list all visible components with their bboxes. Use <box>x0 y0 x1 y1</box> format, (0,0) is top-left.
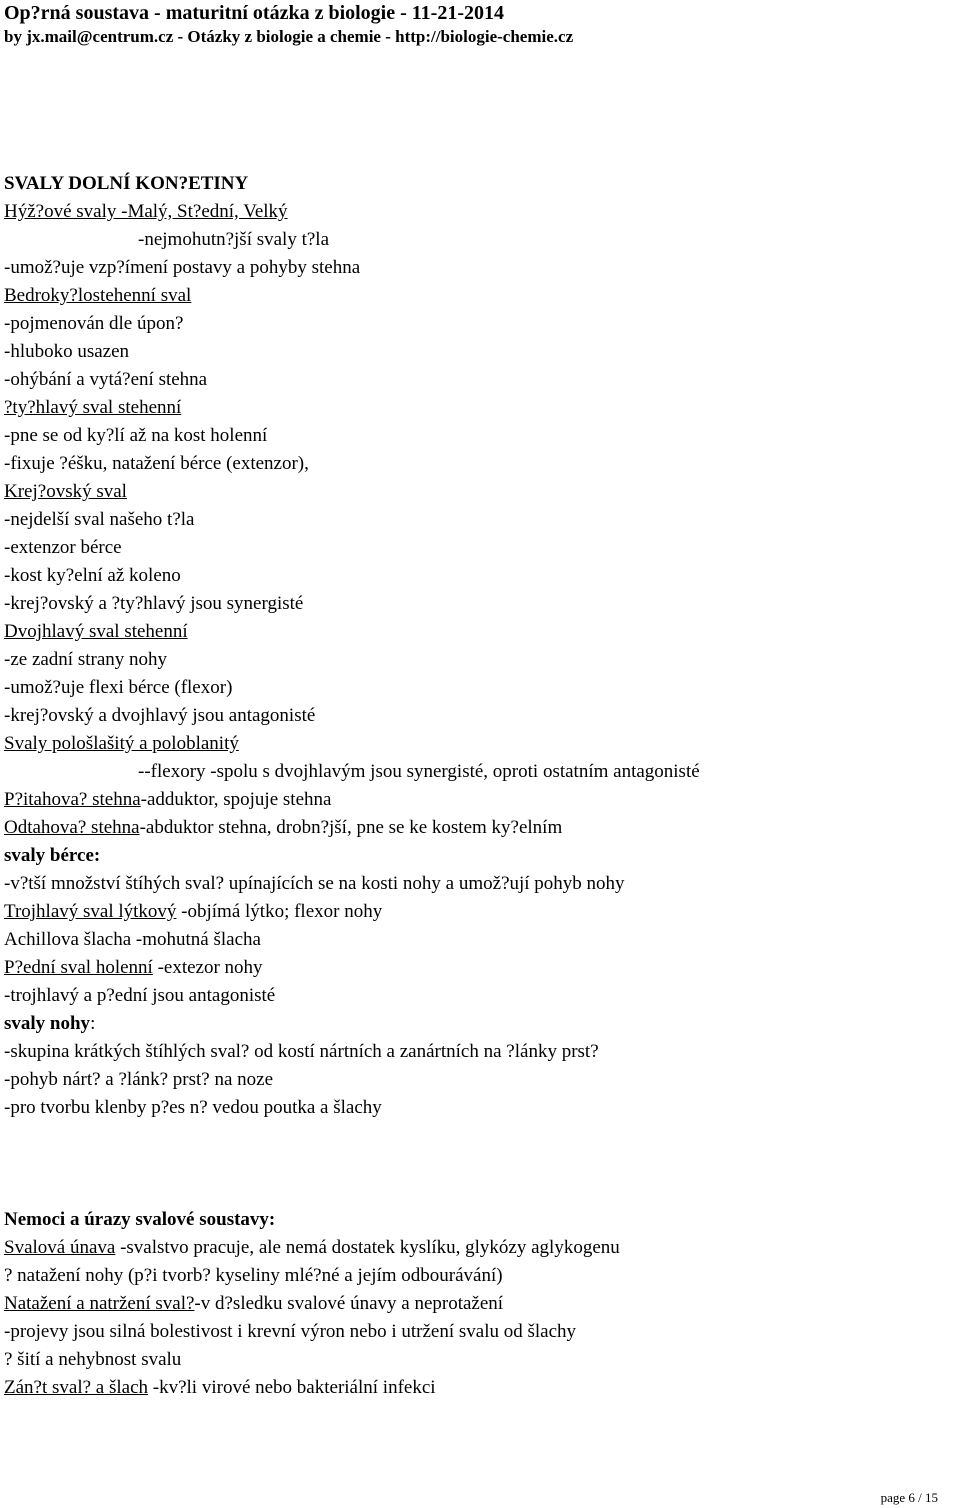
term-label: Krej?ovský sval <box>4 481 127 502</box>
text-line <box>4 198 954 226</box>
term-label: Odtahova? stehna <box>4 817 140 838</box>
term-label: Trojhlavý sval lýtkový <box>4 901 177 922</box>
text-line <box>4 478 954 506</box>
term-label: Natažení a natržení sval? <box>4 1293 195 1314</box>
term-label: Svaly pološlašitý a poloblanitý <box>4 733 239 754</box>
text-line <box>4 394 954 422</box>
text-segment: ? natažení nohy (p?i tvorb? kyseliny mlé?né a jejím odbourávání) <box>4 1265 503 1286</box>
term-label: Dvojhlavý sval stehenní <box>4 621 188 642</box>
text-segment: -krej?ovský a ?ty?hlavý jsou synergisté <box>4 593 304 614</box>
text-line <box>4 1262 954 1290</box>
term-label: Zán?t sval? a šlach <box>4 1377 149 1398</box>
text-segment: -umož?uje flexi bérce (flexor) <box>4 677 233 698</box>
text-line <box>4 534 954 562</box>
text-line <box>4 1094 954 1122</box>
text-segment: ? šití a nehybnost svalu <box>4 1349 182 1370</box>
text-line <box>4 758 954 786</box>
text-segment: -trojhlavý a p?ední jsou antagonisté <box>4 985 276 1006</box>
text-line <box>4 170 954 198</box>
text-line <box>4 506 954 534</box>
text-line <box>4 562 954 590</box>
section-gap <box>4 1122 954 1206</box>
text-segment: --flexory -spolu s dvojhlavým jsou synergisté, oproti ostatním antagonisté <box>138 761 700 782</box>
term-label: Bedroky?lostehenní sval <box>4 285 192 306</box>
text-segment: -objímá lýtko; flexor nohy <box>176 901 383 922</box>
section-heading: SVALY DOLNÍ KON?ETINY <box>4 173 249 194</box>
text-segment: -krej?ovský a dvojhlavý jsou antagonisté <box>4 705 316 726</box>
term-label: ?ty?hlavý sval stehenní <box>4 397 182 418</box>
text-line <box>4 646 954 674</box>
text-line <box>4 870 954 898</box>
text-segment: -skupina krátkých štíhlých sval? od kostí nártních a zanártních na ?lánky prst? <box>4 1041 599 1062</box>
text-segment: -pne se od ky?lí až na kost holenní <box>4 425 268 446</box>
text-line <box>4 338 954 366</box>
text-segment: -extenzor bérce <box>4 537 122 558</box>
term-label: P?ední sval holenní <box>4 957 153 978</box>
term-label: Svalová únava <box>4 1237 116 1258</box>
text-segment: -kost ky?elní až koleno <box>4 565 181 586</box>
text-line <box>4 1318 954 1346</box>
text-line <box>4 590 954 618</box>
text-line <box>4 1234 954 1262</box>
text-segment: -kv?li virové nebo bakteriální infekci <box>148 1377 436 1398</box>
text-line <box>4 1346 954 1374</box>
section-heading: svaly bérce: <box>4 845 101 866</box>
text-segment: -hluboko usazen <box>4 341 130 362</box>
page-number: page 6 / 15 <box>880 1490 938 1505</box>
text-line <box>4 842 954 870</box>
text-segment: -ze zadní strany nohy <box>4 649 168 670</box>
text-segment: -pohyb nárt? a ?lánk? prst? na noze <box>4 1069 274 1090</box>
text-line <box>4 450 954 478</box>
text-line <box>4 310 954 338</box>
text-line <box>4 1374 954 1402</box>
text-line <box>4 422 954 450</box>
text-segment: -extezor nohy <box>152 957 263 978</box>
text-line <box>4 730 954 758</box>
text-segment: -abduktor stehna, drobn?jší, pne se ke kostem ky?elním <box>139 817 563 838</box>
text-line <box>4 226 954 254</box>
document-subtitle: by jx.mail@centrum.cz - Otázky z biologie a chemie - http://biologie-chemie.cz <box>4 27 574 46</box>
text-segment: -v d?sledku svalové únavy a neprotažení <box>194 1293 504 1314</box>
text-line <box>4 898 954 926</box>
text-line <box>4 1010 954 1038</box>
text-segment: -fixuje ?éšku, natažení bérce (extenzor), <box>4 453 309 474</box>
document-body <box>4 170 954 1402</box>
text-line <box>4 1206 954 1234</box>
text-line <box>4 702 954 730</box>
text-line <box>4 1290 954 1318</box>
text-line <box>4 786 954 814</box>
text-segment: -nejmohutn?jší svaly t?la <box>138 229 330 250</box>
page-header <box>4 0 573 48</box>
text-line <box>4 982 954 1010</box>
text-line <box>4 1038 954 1066</box>
section-heading: svaly nohy <box>4 1013 91 1034</box>
text-segment: -v?tší množství štíhých sval? upínajících se na kosti nohy a umož?ují pohyb nohy <box>4 873 625 894</box>
text-line <box>4 618 954 646</box>
text-segment: -nejdelší sval našeho t?la <box>4 509 195 530</box>
text-segment: -umož?uje vzp?ímení postavy a pohyby stehna <box>4 257 361 278</box>
text-segment: : <box>90 1013 96 1034</box>
text-segment: -projevy jsou silná bolestivost i krevní výron nebo i utržení svalu od šlachy <box>4 1321 577 1342</box>
text-line <box>4 926 954 954</box>
text-line <box>4 954 954 982</box>
text-segment: Achillova šlacha -mohutná šlacha <box>4 929 261 950</box>
text-line <box>4 366 954 394</box>
text-segment: -pro tvorbu klenby p?es n? vedou poutka a šlachy <box>4 1097 382 1118</box>
text-line <box>4 1066 954 1094</box>
text-segment: -svalstvo pracuje, ale nemá dostatek kyslíku, glykózy aglykogenu <box>115 1237 620 1258</box>
text-line <box>4 282 954 310</box>
text-segment: -ohýbání a vytá?ení stehna <box>4 369 208 390</box>
text-segment: -pojmenován dle úpon? <box>4 313 184 334</box>
term-label: P?itahova? stehna <box>4 789 141 810</box>
term-label: Hýž?ové svaly -Malý, St?ední, Velký <box>4 201 288 222</box>
text-segment: -adduktor, spojuje stehna <box>140 789 332 810</box>
text-line <box>4 814 954 842</box>
section-heading: Nemoci a úrazy svalové soustavy: <box>4 1209 276 1230</box>
document-title: Op?rná soustava - maturitní otázka z biologie - 11-21-2014 <box>4 2 504 24</box>
text-line <box>4 254 954 282</box>
text-line <box>4 674 954 702</box>
